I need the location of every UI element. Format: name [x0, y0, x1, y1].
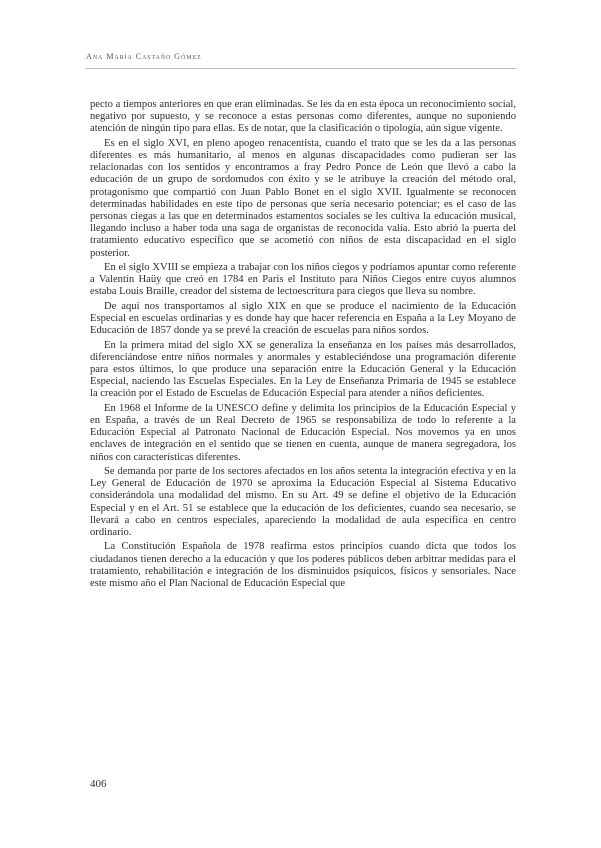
header-rule — [86, 68, 516, 69]
paragraph: La Constitución Española de 1978 reafirma estos principios cuando dicta que todos los ciudadanos tienen derecho a la educación y que los poderes públicos deben arbitrar medidas para el tratamiento, rehabilitación e integración de los disminuidos psíquicos, físicos y sensoriales. Nace este mismo año el Plan Nacional de Educación Especial que — [90, 541, 516, 590]
running-head: Ana María Castaño Gómez — [86, 52, 202, 61]
paragraph: Se demanda por parte de los sectores afectados en los años setenta la integración efectiva y en la Ley General de Educación de 1970 se aproxima la Educación Especial al Sistema Educativo considerándola una modalidad del mismo. En su Art. 49 se define el objetivo de la Educación Especial y en el Art. 51 se establece que la educación de los deficientes, cuando sea necesario, se llevará a cabo en centros especiales, apareciendo la modalidad de aula específica en centro ordinario. — [90, 466, 516, 539]
paragraph: De aquí nos transportamos al siglo XIX en que se produce el nacimiento de la Educación Especial en escuelas ordinarias y es donde hay que hacer referencia en España a la Ley Moyano de Educación de 1857 donde ya se prevé la creación de escuelas para niños sordos. — [90, 300, 516, 337]
body-text — [90, 99, 516, 592]
page-number: 406 — [90, 778, 107, 790]
paragraph: Es en el siglo XVI, en pleno apogeo renacentista, cuando el trato que se les da a las personas diferentes es más humanitario, al menos en algunas discapacidades como pudieran ser las relacionadas con los sentidos y encontramos a fray Pedro Ponce de León que llevó a cabo la educación de un grupo de sordomudos con éxito y se le atribuye la creación del método oral, protagonismo que compartió con Juan Pablo Bonet en el siglo XVII. Igualmente se reconocen determinadas habilidades en este tipo de personas que sería necesario potenciar; es el caso de las personas ciegas a las que en determinados estamentos sociales se les cultiva la educación musical, llegando incluso a haber toda una saga de organistas de reconocida valía. Esto abrió la puerta del tratamiento educativo específico que se acometió con niños de esta discapacidad en el siglo posterior. — [90, 137, 516, 259]
paragraph: En 1968 el Informe de la UNESCO define y delimita los principios de la Educación Especial y en España, a través de un Real Decreto de 1965 se responsabiliza de todo lo referente a la Educación Especial al Patronato Nacional de Educación Especial. Nos movemos ya en unos enclaves de integración en el sentido que se tienen en cuenta, aunque de manera segregadora, los niños con características diferentes. — [90, 402, 516, 463]
paragraph: pecto a tiempos anteriores en que eran eliminadas. Se les da en esta época un reconocimiento social, negativo por supuesto, y se reconoce a estas personas como diferentes, aunque no suponiendo atención de ningún tipo para ellas. Es de notar, que la clasificación o tipología, aún sigue vigente. — [90, 99, 516, 135]
paragraph: En el siglo XVIII se empieza a trabajar con los niños ciegos y podríamos apuntar como referente a Valentín Haüy que creó en 1784 en París el Instituto para Niños Ciegos entre cuyos alumnos estaba Louis Braille, creador del sistema de lectoescritura para ciegos que lleva su nombre. — [90, 262, 516, 298]
paragraph: En la primera mitad del siglo XX se generaliza la enseñanza en los países más desarrollados, diferenciándose entre niños normales y anormales y estableciéndose una programación diferente para estos últimos, lo que produce una separación entre la Educación General y la Educación Especial, naciendo las Escuelas Especiales. En la Ley de Enseñanza Primaria de 1945 se establece la creación por el Estado de Escuelas de Educación Especial para atender a niños deficientes. — [90, 339, 516, 400]
